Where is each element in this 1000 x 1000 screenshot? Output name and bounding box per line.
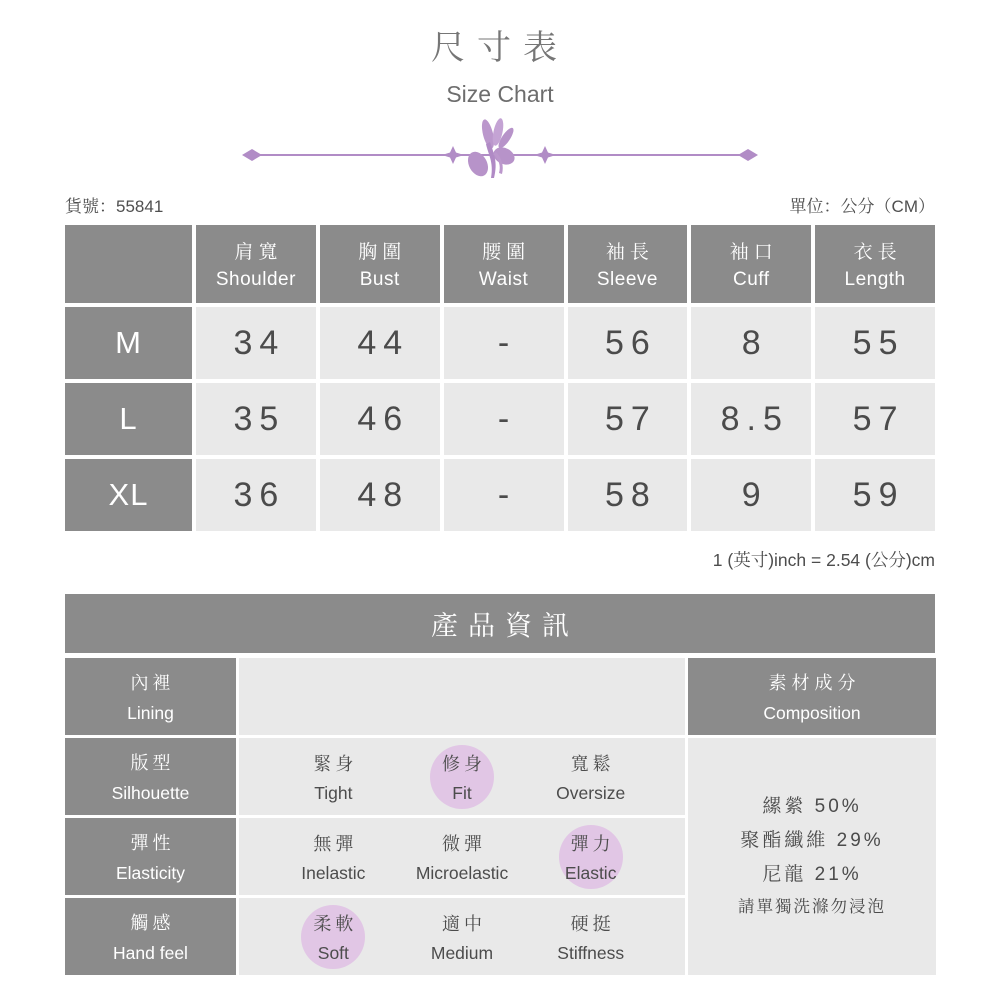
option-en: Fit (452, 782, 472, 803)
composition-line: 聚酯纖維 29% (740, 830, 884, 851)
iris-flower-icon (464, 118, 517, 180)
option-en: Microelastic (415, 862, 509, 883)
row-label-en: Elasticity (115, 863, 186, 883)
meta-row (65, 192, 935, 217)
option-medium (398, 898, 527, 975)
option-fit-selected (398, 738, 527, 815)
hand-feel-options-cell (239, 898, 685, 975)
row-label-silhouette (65, 738, 236, 815)
size-value-cell: 59 (815, 459, 935, 531)
row-label-zh: 彈性 (130, 833, 175, 853)
divider-ornament-left (442, 146, 464, 164)
option-en: Oversize (556, 782, 626, 803)
column-header-en: Shoulder (215, 269, 296, 290)
size-value-cell: 8 (691, 307, 811, 379)
composition-header (688, 658, 936, 735)
option-zh: 緊身 (313, 753, 358, 774)
divider-ornament-right (534, 146, 556, 164)
row-label-en: Hand feel (113, 943, 188, 963)
size-value-cell: 46 (320, 383, 440, 455)
size-table (65, 225, 935, 531)
size-value-cell: 34 (196, 307, 316, 379)
column-header-en: Sleeve (596, 269, 658, 290)
column-header-zh: 胸圍 (358, 242, 407, 263)
composition-line: 尼龍 21% (762, 864, 862, 885)
option-zh: 適中 (442, 913, 486, 934)
column-header-zh: 袖口 (729, 242, 778, 263)
size-value-cell: 56 (568, 307, 688, 379)
row-label-zh: 內裡 (130, 673, 175, 693)
composition-content (688, 738, 936, 975)
composition-header-zh: 素材成分 (768, 673, 861, 693)
section-divider (240, 118, 760, 180)
size-value-cell: 44 (320, 307, 440, 379)
page-title: 尺寸表 (431, 29, 569, 67)
column-header-zh: 腰圍 (482, 242, 531, 263)
column-header-zh: 肩寬 (234, 242, 283, 263)
row-label-elasticity (65, 818, 236, 895)
option-elastic-selected (526, 818, 655, 895)
silhouette-options-cell (239, 738, 685, 815)
options-row (239, 898, 685, 975)
size-value-cell: - (444, 459, 564, 531)
product-info-table (65, 658, 935, 975)
option-oversize (526, 738, 655, 815)
lining-content-cell (239, 658, 685, 735)
size-value-cell: - (444, 307, 564, 379)
column-header-zh: 衣長 (853, 242, 902, 263)
options-row (239, 818, 685, 895)
option-zh: 寬鬆 (570, 753, 615, 774)
row-label-hand-feel (65, 898, 236, 975)
column-header-bust (320, 225, 440, 303)
option-en: Medium (430, 942, 494, 963)
product-info-title-bar: 產品資訊 (65, 594, 935, 653)
option-en: Inelastic (301, 862, 366, 883)
option-stiffness (526, 898, 655, 975)
option-tight (269, 738, 398, 815)
option-zh: 柔軟 (313, 913, 358, 934)
unit-label: 單位：公分（CM） (789, 197, 935, 216)
option-zh: 無彈 (313, 833, 358, 854)
elasticity-options-cell (239, 818, 685, 895)
option-microelastic (398, 818, 527, 895)
row-label-en: Silhouette (111, 783, 190, 803)
composition-header-en: Composition (763, 703, 861, 723)
row-label-zh: 版型 (130, 753, 175, 773)
option-en: Elastic (564, 862, 617, 883)
size-value-cell: 55 (815, 307, 935, 379)
divider-end-diamond-right (738, 149, 758, 161)
column-header-en: Cuff (732, 269, 770, 290)
option-zh: 硬挺 (570, 913, 615, 934)
size-value-cell: 57 (815, 383, 935, 455)
size-value-cell: 57 (568, 383, 688, 455)
row-label-en: Lining (127, 703, 174, 723)
option-zh: 修身 (442, 753, 486, 774)
option-zh: 彈力 (570, 833, 615, 854)
divider-end-diamond-left (242, 149, 262, 161)
option-en: Soft (317, 942, 349, 963)
column-header-zh: 袖長 (605, 242, 654, 263)
size-value-cell: 35 (196, 383, 316, 455)
size-row-label-m: M (65, 307, 192, 379)
column-header-cuff (691, 225, 811, 303)
option-soft-selected (269, 898, 398, 975)
option-en: Tight (314, 782, 353, 803)
size-value-cell: 36 (196, 459, 316, 531)
row-label-lining (65, 658, 236, 735)
column-header-sleeve (568, 225, 688, 303)
column-header-en: Length (844, 269, 906, 290)
table-corner-cell (65, 225, 192, 303)
column-header-en: Bust (359, 269, 400, 290)
size-row-label-l: L (65, 383, 192, 455)
option-en: Stiffness (557, 942, 625, 963)
size-value-cell: 9 (691, 459, 811, 531)
size-row-label-xl: XL (65, 459, 192, 531)
wash-instruction: 請單獨洗滌勿浸泡 (738, 898, 886, 916)
page-subtitle: Size Chart (446, 81, 554, 107)
column-header-waist (444, 225, 564, 303)
size-value-cell: 48 (320, 459, 440, 531)
option-zh: 微彈 (442, 833, 486, 854)
column-header-length (815, 225, 935, 303)
column-header-shoulder (196, 225, 316, 303)
inch-conversion-note: 1 (英寸)inch = 2.54 (公分)cm (712, 550, 935, 570)
row-label-zh: 觸感 (130, 913, 175, 933)
column-header-en: Waist (478, 269, 529, 290)
size-value-cell: - (444, 383, 564, 455)
options-row (239, 738, 685, 815)
size-value-cell: 58 (568, 459, 688, 531)
option-inelastic (269, 818, 398, 895)
size-value-cell: 8.5 (691, 383, 811, 455)
composition-line: 縲縈 50% (762, 796, 862, 817)
item-number: 貨號：55841 (65, 197, 164, 216)
